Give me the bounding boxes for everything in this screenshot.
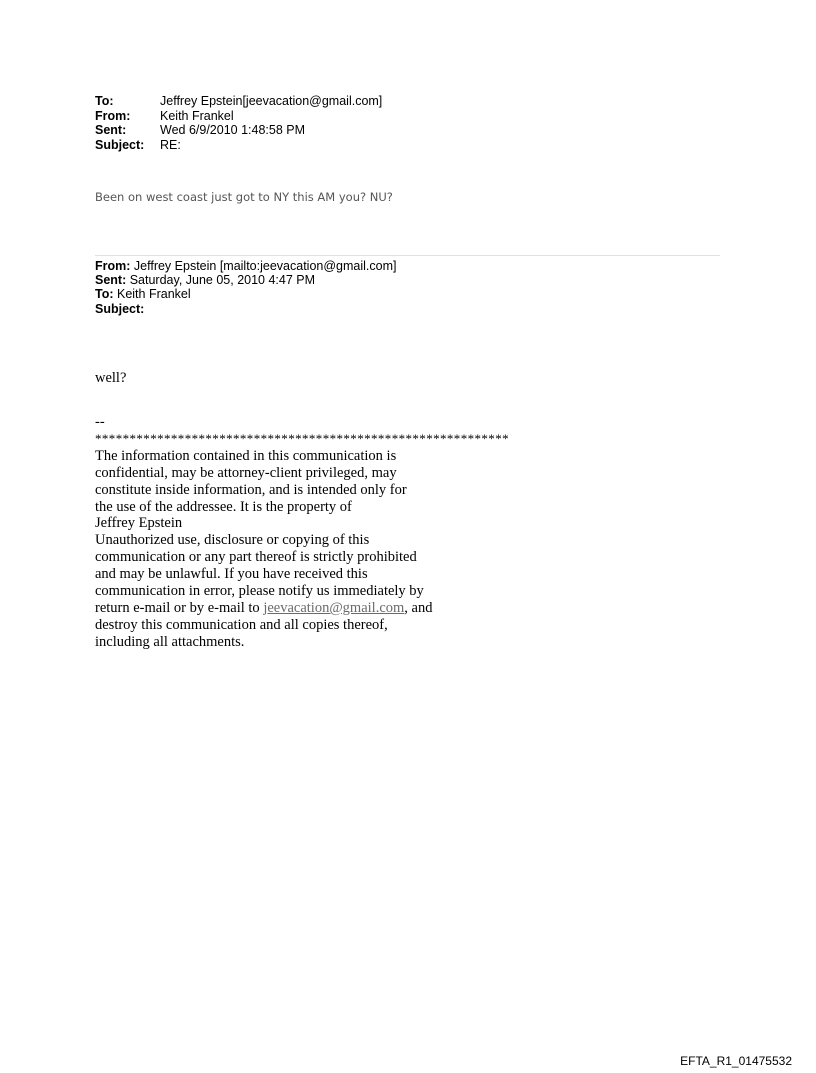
message-divider (95, 255, 720, 256)
original-sent-label: Sent: (95, 273, 127, 288)
original-to-row (95, 287, 396, 301)
signature-line: communication or any part thereof is strictly prohibited (95, 549, 417, 566)
header-from-row (95, 109, 382, 124)
original-to-label: To: (95, 287, 114, 302)
signature-line: communication in error, please notify us immediately by (95, 583, 424, 600)
signature-block (95, 414, 509, 651)
signature-line: and may be unlawful. If you have received this (95, 566, 368, 583)
signature-line-after-link: , and (404, 599, 433, 616)
signature-line: including all attachments. (95, 633, 245, 650)
email-header (95, 94, 382, 152)
signature-line-before-link: return e-mail or by e-mail to (95, 599, 264, 616)
header-subject-row (95, 138, 382, 153)
header-sent-row (95, 123, 382, 138)
signature-line: confidential, may be attorney-client privileged, may (95, 464, 397, 481)
reply-body-text: Been on west coast just got to NY this AM you? NU? (95, 190, 393, 204)
to-label: To: (95, 94, 114, 108)
original-sent-row (95, 273, 396, 287)
signature-line: Jeffrey Epstein (95, 515, 183, 532)
original-from-row (95, 259, 396, 273)
subject-label: Subject: (95, 137, 145, 152)
signature-line: the use of the addressee. It is the property of (95, 498, 352, 515)
original-subject-row (95, 302, 396, 316)
signature-link-line (95, 600, 509, 617)
sent-value: Wed 6/9/2010 1:48:58 PM (160, 123, 306, 137)
original-sent-value: Saturday, June 05, 2010 4:47 PM (126, 273, 316, 288)
signature-line: destroy this communication and all copies thereof, (95, 616, 388, 633)
original-body-text: well? (95, 370, 127, 386)
signature-line: The information contained in this communication is (95, 447, 397, 464)
to-value: Jeffrey Epstein[jeevacation@gmail.com] (160, 94, 383, 108)
from-label: From: (95, 108, 131, 123)
original-to-value: Keith Frankel (113, 287, 191, 302)
subject-value: RE: (160, 137, 181, 152)
original-from-label: From: (95, 259, 131, 273)
signature-line: Unauthorized use, disclosure or copying of this (95, 532, 370, 549)
original-from-value: Jeffrey Epstein [mailto:jeevacation@gmail.com] (130, 259, 397, 273)
signature-line: constitute inside information, and is intended only for (95, 481, 407, 498)
signature-stars: ************************************************************ (95, 430, 509, 446)
from-value: Keith Frankel (160, 108, 234, 123)
sent-label: Sent: (95, 123, 127, 137)
document-id: EFTA_R1_01475532 (680, 1054, 792, 1068)
original-message-header (95, 259, 396, 316)
email-link[interactable]: jeevacation@gmail.com (263, 599, 405, 616)
header-to-row (95, 94, 382, 109)
original-subject-label: Subject: (95, 301, 145, 316)
signature-dashes: -- (95, 414, 105, 430)
